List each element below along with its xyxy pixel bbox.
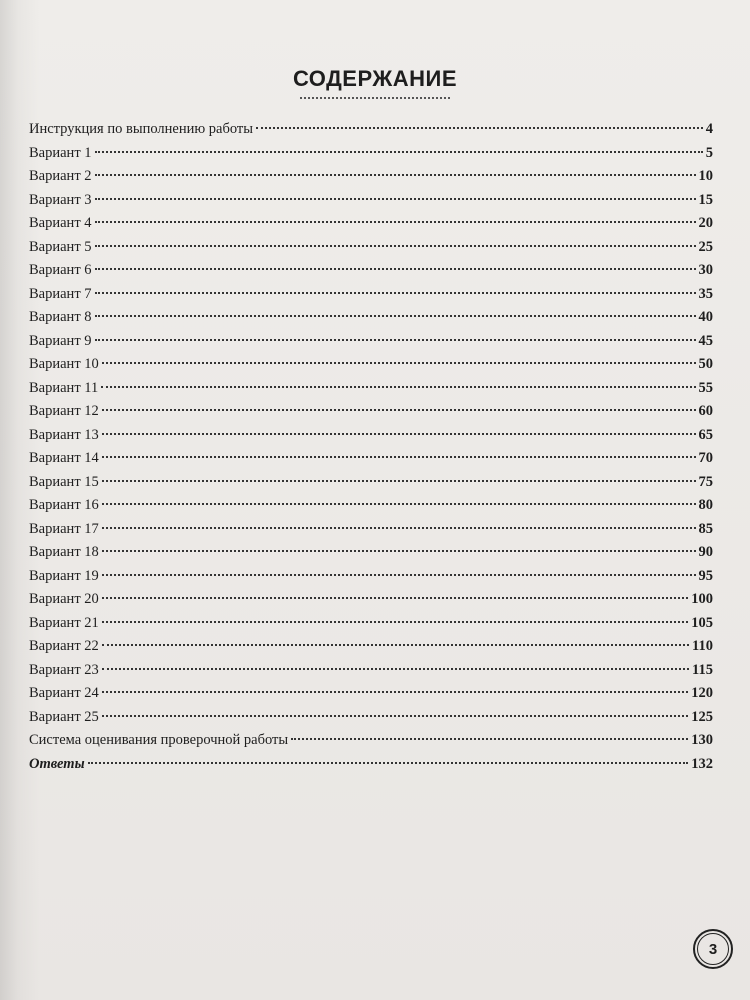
toc-entry [29, 662, 713, 686]
dot-leader [102, 480, 696, 482]
dot-leader [256, 127, 703, 129]
toc-entry-page: 90 [698, 544, 713, 560]
toc-entry [29, 638, 713, 662]
dot-leader [95, 292, 696, 294]
dot-leader [102, 644, 689, 646]
toc-entry-label: Система оценивания проверочной работы [29, 732, 289, 748]
toc-entry [29, 239, 713, 263]
toc-entry-label: Вариант 20 [29, 591, 99, 607]
dot-leader [102, 433, 696, 435]
dot-leader [102, 621, 688, 623]
dot-leader [102, 456, 696, 458]
dot-leader [102, 574, 696, 576]
toc-entry-label: Вариант 19 [29, 567, 99, 584]
toc-entry-label: Вариант 22 [29, 638, 99, 654]
toc-entry-page: 132 [691, 755, 713, 772]
dot-leader [95, 151, 703, 153]
toc-entry-page: 70 [698, 450, 713, 466]
toc-entry [29, 262, 713, 286]
dot-leader [102, 668, 689, 670]
dot-leader [95, 198, 696, 200]
toc-entry [29, 544, 713, 568]
toc-entry-page: 80 [698, 497, 713, 513]
toc-entry [29, 309, 713, 333]
dot-leader [102, 409, 696, 411]
toc-entry [29, 497, 713, 521]
toc-entry-page: 75 [698, 473, 713, 490]
toc-entry [29, 403, 713, 427]
toc-entry-page: 110 [692, 638, 713, 654]
dot-leader [102, 715, 688, 717]
dot-leader [102, 597, 688, 599]
toc-entry-label: Вариант 21 [29, 614, 99, 631]
toc-entry-label: Вариант 24 [29, 685, 99, 701]
toc-entry-page: 35 [698, 285, 713, 302]
toc-entry-label: Вариант 14 [29, 450, 99, 466]
toc-entry [29, 168, 713, 192]
page-number-badge [693, 929, 733, 969]
toc-entry [29, 521, 713, 545]
toc-entry-label: Вариант 16 [29, 497, 99, 513]
toc-entry [29, 286, 713, 310]
toc-entry-label: Вариант 18 [29, 544, 99, 560]
toc-entry-page: 40 [698, 309, 713, 325]
toc-entry [29, 615, 713, 639]
toc-entry-label: Вариант 5 [29, 238, 92, 255]
toc-entry [29, 568, 713, 592]
toc-entry-page: 130 [691, 732, 713, 748]
toc-entry-page: 85 [698, 520, 713, 537]
toc-entry-label: Ответы [29, 755, 85, 772]
toc-entry-page: 4 [705, 121, 713, 137]
dot-leader [291, 738, 688, 740]
toc-entry [29, 333, 713, 357]
toc-entry-page: 10 [698, 168, 713, 184]
toc-entry-label: Вариант 10 [29, 356, 99, 372]
toc-entry [29, 192, 713, 216]
toc-entry-page: 105 [691, 614, 713, 631]
toc-entry-label: Вариант 8 [29, 309, 92, 325]
toc-entry [29, 215, 713, 239]
page-title: СОДЕРЖАНИЕ [292, 66, 458, 91]
dot-leader [88, 762, 689, 764]
toc-entry-page: 60 [698, 403, 713, 419]
toc-entry [29, 356, 713, 380]
toc-entry-page: 65 [698, 426, 713, 443]
title-underline [300, 97, 450, 99]
toc-entry-label: Вариант 3 [29, 191, 92, 208]
toc-entry [29, 685, 713, 709]
toc-entry-page: 115 [692, 661, 713, 678]
toc-entry [29, 709, 713, 733]
toc-entry-label: Вариант 15 [29, 473, 99, 490]
dot-leader [102, 527, 696, 529]
toc-entry-label: Вариант 7 [29, 285, 92, 302]
toc-entry-label: Вариант 2 [29, 168, 92, 184]
toc-entry [29, 756, 713, 780]
toc-entry-label: Инструкция по выполнению работы [29, 121, 253, 137]
toc-entry-label: Вариант 11 [29, 379, 99, 396]
dot-leader [101, 386, 695, 388]
toc-entry-page: 25 [698, 238, 713, 255]
toc-entry-page: 5 [705, 144, 713, 161]
toc-entry-page: 120 [691, 685, 713, 701]
toc-entry [29, 474, 713, 498]
toc-entry-label: Вариант 12 [29, 403, 99, 419]
dot-leader [95, 245, 696, 247]
dot-leader [95, 315, 696, 317]
toc-entry-page: 50 [698, 356, 713, 372]
toc-entry-page: 45 [698, 332, 713, 349]
dot-leader [95, 339, 696, 341]
dot-leader [95, 174, 696, 176]
dot-leader [102, 550, 696, 552]
toc-entry-page: 20 [698, 215, 713, 231]
toc-entry-page: 15 [698, 191, 713, 208]
dot-leader [102, 503, 696, 505]
dot-leader [102, 362, 696, 364]
toc-entry [29, 591, 713, 615]
toc-entry-page: 125 [691, 708, 713, 725]
dot-leader [102, 691, 688, 693]
toc-entry-label: Вариант 13 [29, 426, 99, 443]
toc-entry [29, 121, 713, 145]
toc-entry [29, 732, 713, 756]
toc-entry-label: Вариант 9 [29, 332, 92, 349]
toc-entry-label: Вариант 23 [29, 661, 99, 678]
toc-entry-page: 30 [698, 262, 713, 278]
table-of-contents [29, 121, 713, 779]
page-number: 3 [697, 933, 729, 965]
toc-entry [29, 380, 713, 404]
toc-entry-label: Вариант 25 [29, 708, 99, 725]
toc-entry-label: Вариант 4 [29, 215, 92, 231]
toc-entry-page: 95 [698, 567, 713, 584]
toc-entry [29, 450, 713, 474]
toc-entry [29, 427, 713, 451]
toc-entry-page: 100 [691, 591, 713, 607]
dot-leader [95, 268, 696, 270]
toc-entry-page: 55 [698, 379, 713, 396]
dot-leader [95, 221, 696, 223]
toc-entry-label: Вариант 6 [29, 262, 92, 278]
toc-entry-label: Вариант 17 [29, 520, 99, 537]
toc-entry-label: Вариант 1 [29, 144, 92, 161]
toc-entry [29, 145, 713, 169]
